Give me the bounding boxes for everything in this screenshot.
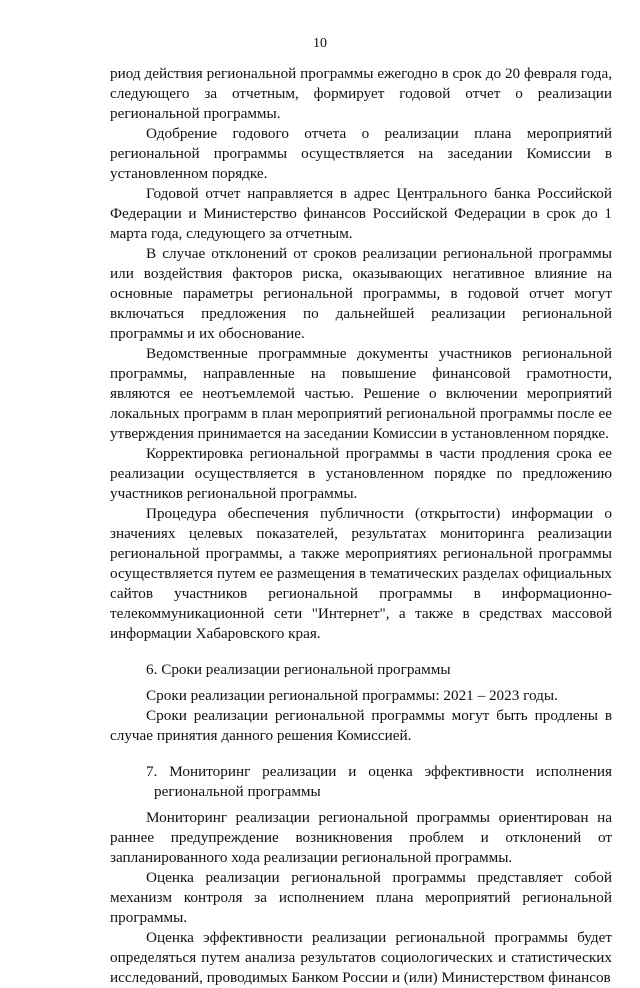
section-heading: 7. Мониторинг реализации и оценка эффективности исполнения региональной программы bbox=[146, 763, 612, 800]
paragraph: Одобрение годового отчета о реализации плана мероприятий региональной программы осуществляется на заседании Комиссии в установленном порядке. bbox=[110, 125, 612, 182]
paragraph: Сроки реализации региональной программы могут быть продлены в случае принятия данного решения Комиссией. bbox=[110, 707, 612, 744]
paragraph: риод действия региональной программы ежегодно в срок до 20 февраля года, следующего за отчетным, формирует годовой отчет о реализации региональной программы. bbox=[110, 65, 612, 122]
paragraph: Процедура обеспечения публичности (открытости) информации о значениях целевых показателей, результатах мониторинга реализации региональной программы, а также мероприятиях региональной программы осуществляется путем ее размещения в тематических разделах официальных сайтов участников региональной программы в информационно-телекоммуникационной сети "Интернет", а также в средствах массовой информации Хабаровского края. bbox=[110, 505, 612, 642]
paragraph: В случае отклонений от сроков реализации региональной программы или воздействия факторов риска, оказывающих негативное влияние на основные параметры региональной программы, в годовой отчет могут включаться предложения по дальнейшей реализации региональной программы и их обоснование. bbox=[110, 245, 612, 342]
paragraph: Мониторинг реализации региональной программы ориентирован на раннее предупреждение возникновения проблем и отклонений от запланированного хода реализации региональной программы. bbox=[110, 809, 612, 866]
paragraph: Корректировка региональной программы в части продления срока ее реализации осуществляется в установленном порядке по предложению участников региональной программы. bbox=[110, 445, 612, 502]
paragraph: Оценка реализации региональной программы представляет собой механизм контроля за исполнением плана мероприятий региональной программы. bbox=[110, 869, 612, 926]
page-number: 10 bbox=[313, 36, 327, 51]
paragraph: Годовой отчет направляется в адрес Центрального банка Российской Федерации и Министерство финансов Российской Федерации в срок до 1 марта года, следующего за отчетным. bbox=[110, 185, 612, 242]
paragraph: Оценка эффективности реализации региональной программы будет определяться путем анализа результатов социологических и статистических исследований, проводимых Банком России и (или) Министерством финансов bbox=[110, 929, 612, 986]
document-body bbox=[110, 64, 612, 988]
paragraph: Сроки реализации региональной программы: 2021 – 2023 годы. bbox=[146, 687, 558, 704]
paragraph: Ведомственные программные документы участников региональной программы, направленные на повышение финансовой грамотности, являются ее неотъемлемой частью. Решение о включении мероприятий локальных программ в план мероприятий региональной программы после ее утверждения принимается на заседании Комиссии в установленном порядке. bbox=[110, 345, 612, 442]
section-heading: 6. Сроки реализации региональной программы bbox=[146, 661, 451, 678]
